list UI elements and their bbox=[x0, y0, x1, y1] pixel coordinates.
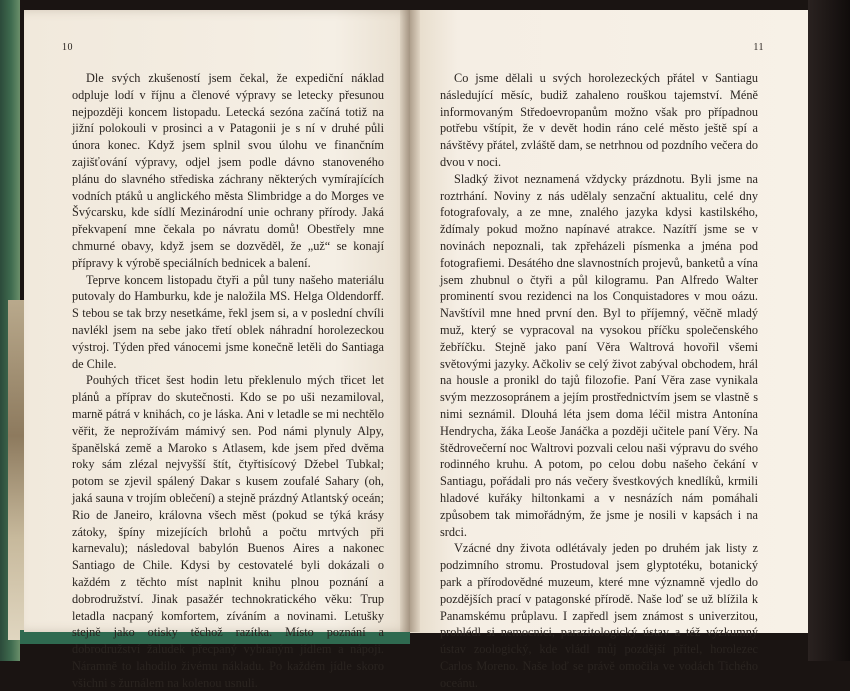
right-page-text bbox=[440, 70, 758, 691]
paragraph: Vzácné dny života odlétávaly jeden po druhém jak listy z podzimního stromu. Prostudoval jsem glyptotéku, botanický park a přírodovědné muzeum, které mne významně vjedlo do pozdějších prací v patagonské přírodě. Naše loď se už blížila k Panamskému průplavu. I zapředl jsem známost s univerzitou, prohlédl si nemocnici, parazitologický ústav a též výzkumný ústav zoologický, kde vládl můj pozdější přítel, horolezec Carlos Moreno. Naše loď se právě omočila ve vodách Tichého oceánu. bbox=[440, 541, 758, 690]
page-number-left: 10 bbox=[62, 42, 73, 53]
paragraph: Co jsme dělali u svých horolezeckých přátel v Santiagu následující měsíc, budiž zahaleno rouškou tajemství. Méně informovaným Středoevropanům možno však pro případnou potřebu vštípit, že v devět hodin ráno celé město ještě spí a návštěvy přátel, zvláště dam, se netrhnou od pozdního večera do dvou v noci. bbox=[440, 71, 758, 169]
book-gutter bbox=[400, 10, 420, 632]
paragraph: Pouhých třicet šest hodin letu překlenulo mých třicet let plánů a příprav do skutečnosti. Kdo se po uši nezamiloval, marně pátrá v knihách, co je láska. Ani v letadle se mi nechtělo věřit, že neprožívám mámivý sen. Pod námi plynuly Alpy, španělská země a Maroko s Atlasem, kde jsem před dvěma roky sám zlézal nejvyšší štít, čtyřtisícový Džebel Tubkal; potom se zjevil spálený Dakar s kusem zoufalé Sahary (oh, jaká sauna v trojím oblečení) a stejně prázdný Atlantský oceán; Rio de Janeiro, královna všech měst (pokud se týká krásy zátoky, špíny mizejících brlohů a počtu mrtvých při karnevalu); následoval babylón Buenos Aires a nakonec Santiago de Chile. Kdysi by cestovatelé byli dokázali o každém z těchto míst naplnit knihu plnou poznání a dobrodružství. Jinak pasažér technokratického věku: Trup letadla nacpaný komfortem, zíváním a novinami. Letušky stejně jako otisky těchož razítka. Místo poznání a dobrodružství žaludek přecpaný vybraným jídlem a nápoji. Náramně to lahodilo živému nákladu. Po každém jídle skoro všichni s žurnálem na kolenou usnuli. bbox=[72, 373, 384, 690]
left-page bbox=[24, 10, 412, 690]
right-page bbox=[410, 10, 808, 690]
left-page-text bbox=[72, 70, 384, 691]
page-number-right: 11 bbox=[753, 42, 764, 53]
background-shadow bbox=[808, 0, 850, 661]
paragraph: Sladký život neznamená vždycky prázdnotu. Byli jsme na roztrhání. Noviny z nás udělaly senzační aktualitu, celé dny fotografovaly, a ze mne, znalého jazyka kdysi kastilského, ždímaly pokud možno napínavé atrakce. Nazítří jsme se v novinách nepoznali, tak zpřeházeli písmenka a jména pod fotografiemi. Desátého dne slavnostních projevů, banketů a vína jsem zhubnul o čtyři a půl kilogramu. Pan Alfredo Walter prominentí svou rezidenci na los Conquistadores v mou oázu. Navštívil mne hned první den. Byl to příjemný, věčně mladý muž, který se vypracoval na vysokou příčku společenského žebříčku. Stejně jako paní Věra Waltrová hovořil všemi světovými jazyky. Ačkoliv se celý život zabýval obchodem, hrál na housle a pronikl do tajů filozofie. Paní Věra zase vynikala svým mezzosopránem a jejím prostřednictvím jsem se vlastně s nimi seznámil. Dlouhá léta jsem doma léčil mistra Antonína Hendrycha, žáka Leoše Janáčka a později učitele paní Věry. Na štědrovečerní noc Waltrovi pozvali celou naši výpravu do svého rodinného kruhu. A potom, po celou dobu našeho čekání v Santiagu, pořádali pro nás večery švestkových knedlíků, krmili hladové kuřáky hiltonkami a v nesnázích nám pomáhali způsobem tak mimořádným, že jsme je nosili v kapsách i na srdci. bbox=[440, 171, 758, 539]
paragraph: Dle svých zkušeností jsem čekal, že expediční náklad odpluje lodí v říjnu a členové výpravy se letecky přesunou nejpozději koncem listopadu. Letecká sezóna začíná totiž na jižní polokouli v prosinci a v Patagonii je s ní v druhé půli února konec. Když jsem splnil svou úlohu ve finančním zajišťování výpravy, odjel jsem podle dávno stanoveného plánu do slavného střediska záchrany některých vymírajících vodních ptáků u anglického města Slimbridge a do Morges ve Švýcarsku, kde sídlí Mezinárodní unie ochrany přírody. Jaká překvapení mne čekala po návratu domů! Obestřely mne chmurné obavy, když jsem se dozvěděl, že „už“ se konají přípravy k výrobě speciálních bednicek a balení. bbox=[72, 71, 384, 270]
paragraph: Teprve koncem listopadu čtyři a půl tuny našeho materiálu putovaly do Hamburku, kde je naložila MS. Helga Oldendorff. S tebou se tak brzy nesetkáme, řekl jsem si, a v poslední chvíli navlékl jsem na sebe jako třetí oblek náhradní horolezeckou výstroj. Týden před vánocemi jsme konečně letěli do Santiaga de Chile. bbox=[72, 272, 384, 371]
